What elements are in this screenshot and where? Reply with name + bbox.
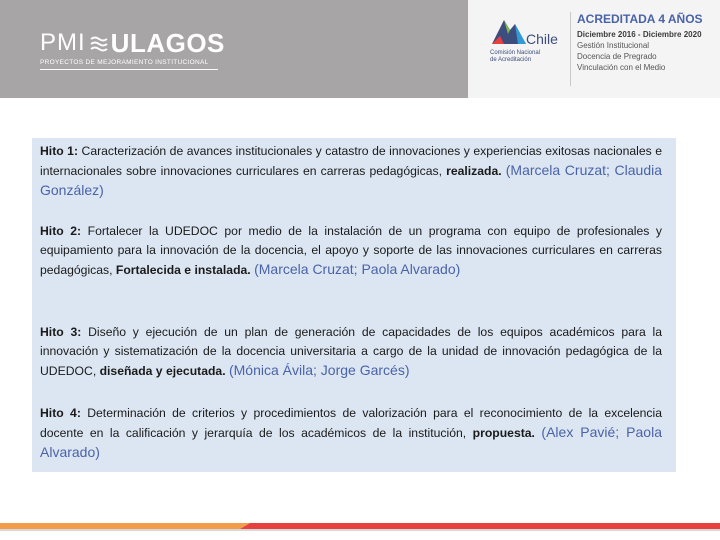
brand-tagline: PROYECTOS DE MEJORAMIENTO INSTITUCIONAL <box>40 59 218 70</box>
milestone-label: Hito 3: <box>40 325 82 339</box>
cna-name: Chile <box>526 31 558 47</box>
milestone-responsibles: (Marcela Cruzat; Paola Alvarado) <box>254 261 461 277</box>
milestone-4 <box>40 404 662 463</box>
milestone-text: Determinación de criterios y procedimientos de valorización para el reconocimiento de la excelencia docente en la calificación y jerarquía de los académicos de la institución, <box>40 406 662 440</box>
footer-stripe <box>0 521 720 531</box>
milestones-box <box>32 138 676 472</box>
accreditation-info <box>577 12 717 73</box>
cna-chile-logo <box>490 14 570 64</box>
accreditation-area: Gestión Institucional <box>577 41 650 50</box>
milestone-status: Fortalecida e instalada. <box>115 263 251 277</box>
brand-ulagos: ULAGOS <box>110 27 225 58</box>
accreditation-area: Docencia de Pregrado <box>577 52 657 61</box>
brand-pmi: PMI <box>40 29 86 56</box>
milestone-text: Diseño y ejecución de un plan de generación de capacidades de los equipos académicos para la innovación y sistematización de la docencia universitaria a cargo de la unidad de innovación pedagógica de la UDEDOC, <box>40 325 662 378</box>
milestone-1 <box>40 142 662 201</box>
accreditation-title: ACREDITADA 4 AÑOS <box>577 12 703 26</box>
milestone-2 <box>40 222 662 280</box>
accreditation-area: Vinculación con el Medio <box>577 63 666 72</box>
pmi-ulagos-logo <box>40 28 225 70</box>
milestone-status: diseñada y ejecutada. <box>99 364 226 378</box>
milestone-responsibles: (Mónica Ávila; Jorge Garcés) <box>228 362 410 378</box>
milestone-label: Hito 4: <box>40 406 81 420</box>
accreditation-divider <box>570 12 571 86</box>
waves-icon <box>90 34 108 52</box>
milestone-label: Hito 1: <box>40 144 79 158</box>
header-banner <box>0 0 720 98</box>
milestone-label: Hito 2: <box>40 224 82 238</box>
cna-subtitle: Comisión Nacional de Acreditación <box>490 50 541 63</box>
milestone-responsibles: (Alex Pavié; Paola Alvarado) <box>40 424 662 460</box>
milestone-text: Caracterización de avances institucionales y catastro de innovaciones y experiencias exitosas nacionales e internacionales sobre innovaciones curriculares en carreras pedagógicas, <box>40 144 662 178</box>
milestone-responsibles: (Marcela Cruzat; Claudia González) <box>40 162 663 198</box>
cna-mountain-icon <box>490 16 528 46</box>
milestone-text: Fortalecer la UDEDOC por medio de la instalación de un programa con equipo de profesionales y equipamiento para la innovación de la docencia, el apoyo y soporte de las innovaciones curriculares en carreras pedagógicas, <box>40 224 662 277</box>
milestone-status: realizada. <box>446 164 502 178</box>
milestone-3 <box>40 323 662 381</box>
accreditation-dates: Diciembre 2016 - Diciembre 2020 <box>577 30 702 39</box>
milestone-status: propuesta. <box>472 426 535 440</box>
accreditation-panel <box>468 0 720 98</box>
